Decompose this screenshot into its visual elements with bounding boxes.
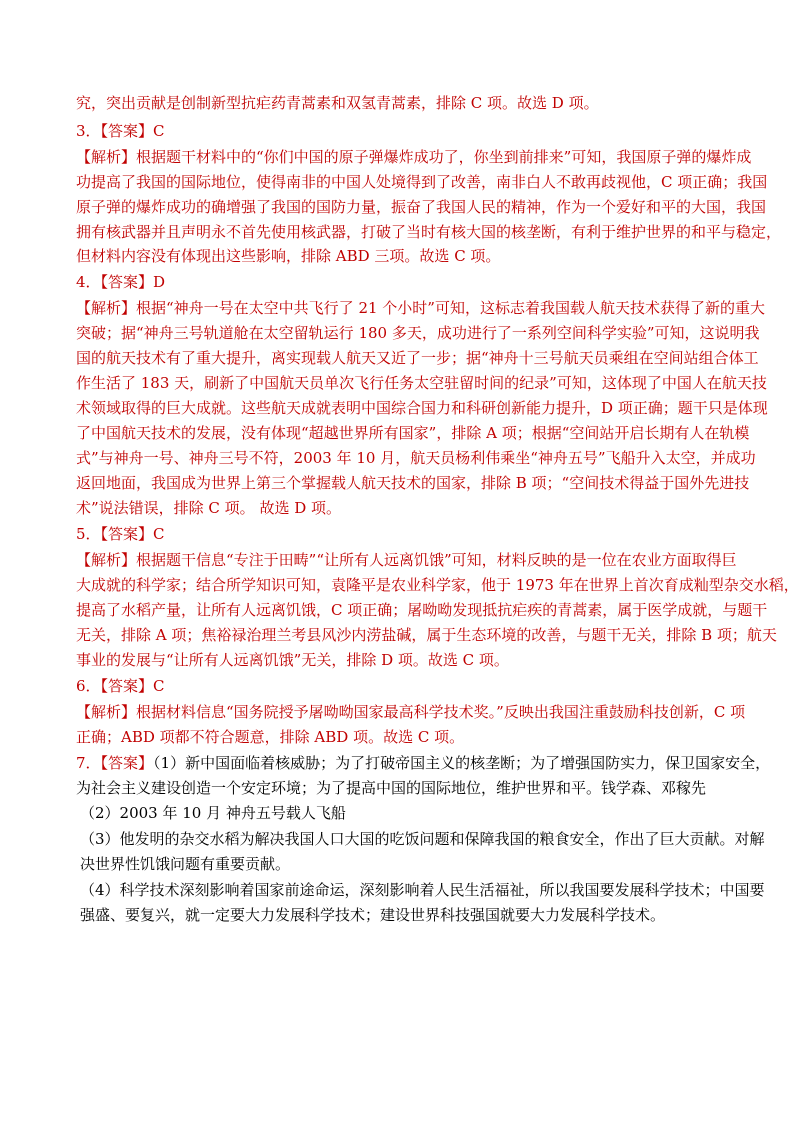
text-span: 【解析】根据材料信息“国务院授予屠呦呦国家最高科学技术奖。”反映出我国注重鼓励科技创新，C 项	[76, 703, 746, 721]
text-span: 决世界性饥饿问题有重要贡献。	[80, 855, 291, 873]
text-span: 突破；据“神舟三号轨道舱在太空留轨运行 180 多天，成功进行了一系列空间科学实验”可知，这说明我	[76, 324, 760, 342]
text-span: 6．【答案】C	[76, 677, 165, 695]
text-line	[76, 373, 767, 393]
text-line	[76, 398, 768, 418]
text-span: 大成就的科学家；结合所学知识可知，袁隆平是农业科学家，他于 1973 年在世界上首次育成籼型杂交水稻，	[76, 576, 799, 594]
text-line	[80, 880, 765, 900]
text-span: 功提高了我国的国际地位，使得南非的中国人处境得到了改善，南非白人不敢再歧视他，C 项正确；我国	[76, 173, 768, 191]
text-span: 但材料内容没有体现出这些影响，排除 ABD 三项。故选 C 项。	[76, 247, 501, 265]
text-span: 作生活了 183 天，刷新了中国航天员单次飞行任务太空驻留时间的纪录”可知，这体现了中国人在航天技	[76, 374, 767, 392]
text-line	[76, 550, 737, 570]
text-span: 术领域取得的巨大成就。这些航天成就表明中国综合国力和科研创新能力提升，D 项正确；题干只是体现	[76, 399, 768, 417]
text-line	[76, 323, 760, 343]
text-span: 究，突出贡献是创制新型抗疟药青蒿素和双氢青蒿素，排除 C 项。故选 D 项。	[76, 94, 599, 112]
text-line	[76, 147, 751, 167]
text-span: 7．【答案】	[76, 754, 154, 772]
text-line	[76, 348, 759, 368]
text-span: 5．【答案】C	[76, 525, 165, 543]
answer-heading-6	[76, 676, 165, 696]
text-span: 3．【答案】C	[76, 122, 165, 140]
text-span: 了中国航天技术的发展，没有体现“超越世界所有国家”，排除 A 项；根据“空间站开启长期有人在轨模	[76, 424, 750, 442]
text-line	[76, 93, 599, 113]
text-line	[76, 423, 749, 443]
text-line	[76, 298, 765, 318]
answer-heading-5	[76, 524, 165, 544]
text-span: 拥有核武器并且声明永不首先使用核武器，打破了当时有核大国的核垄断，有利于维护世界的和平与稳定，	[76, 223, 782, 241]
text-line	[76, 702, 745, 722]
text-span: 【解析】根据题干信息“专注于田畴”“让所有人远离饥饿”可知，材料反映的是一位在农业方面取得巨	[76, 551, 737, 569]
text-span: 【解析】根据题干材料中的“你们中国的原子弹爆炸成功了，你坐到前排来”可知，我国原子弹的爆炸成	[76, 148, 752, 166]
text-line	[76, 625, 777, 645]
text-span: 为社会主义建设创造一个安定环境；为了提高中国的国际地位，维护世界和平。钱学森、邓稼先	[76, 779, 707, 797]
text-line	[76, 172, 767, 192]
text-line	[76, 600, 767, 620]
text-line	[80, 829, 765, 849]
text-line	[76, 473, 749, 493]
answer-heading-7	[76, 753, 770, 773]
text-span: 无关，排除 A 项；焦裕禄治理兰考县风沙内涝盐碱，属于生态环境的改善，与题干无关，排除 B 项；航天	[76, 626, 777, 644]
text-span: （4）科学技术深刻影响着国家前途命运，深刻影响着人民生活福祉，所以我国要发展科学技术；中国要	[80, 881, 765, 899]
answer-heading-4	[76, 272, 165, 292]
text-line	[80, 803, 346, 823]
text-line	[76, 222, 781, 242]
text-span: 国的航天技术有了重大提升，离实现载人航天又近了一步；据“神舟十三号航天员乘组在空间站组合体工	[76, 349, 759, 367]
text-line	[76, 498, 341, 518]
text-span: 原子弹的爆炸成功的确增强了我国的国防力量，振奋了我国人民的精神，作为一个爱好和平的大国，我国	[76, 198, 767, 216]
text-span: 返回地面，我国成为世界上第三个掌握载人航天技术的国家，排除 B 项；“空间技术得益于国外先进技	[76, 474, 750, 492]
text-span: （3）他发明的杂交水稻为解决我国人口大国的吃饭问题和保障我国的粮食安全，作出了巨大贡献。对解	[80, 830, 765, 848]
text-line	[76, 778, 706, 798]
text-line	[76, 727, 464, 747]
text-span: （2）2003 年 10 月 神舟五号载人飞船	[80, 804, 346, 822]
text-span: 【解析】根据“神舟一号在太空中共飞行了 21 个小时”可知，这标志着我国载人航天技术获得了新的重大	[76, 299, 765, 317]
answer-heading-3	[76, 121, 165, 141]
text-span: 4．【答案】D	[76, 273, 166, 291]
text-line	[76, 575, 799, 595]
text-span: 式”与神舟一号、神舟三号不符，2003 年 10 月，航天员杨利伟乘坐“神舟五号”飞船升入太空，并成功	[76, 449, 756, 467]
text-span: 正确；ABD 项都不符合题意，排除 ABD 项。故选 C 项。	[76, 728, 465, 746]
text-line	[76, 650, 509, 670]
text-line	[80, 905, 665, 925]
text-line	[76, 448, 756, 468]
text-span: 事业的发展与“让所有人远离饥饿”无关，排除 D 项。故选 C 项。	[76, 651, 509, 669]
text-span: 术”说法错误，排除 C 项。 故选 D 项。	[76, 499, 342, 517]
text-line	[80, 854, 290, 874]
text-line	[76, 197, 766, 217]
text-span: 提高了水稻产量，让所有人远离饥饿，C 项正确；屠呦呦发现抵抗疟疾的青蒿素，属于医学成就，与题干	[76, 601, 768, 619]
text-span: （1）新中国面临着核威胁；为了打破帝国主义的核垄断；为了增强国防实力，保卫国家安全，	[153, 754, 771, 772]
text-span: 强盛、要复兴，就一定要大力发展科学技术；建设世界科技强国就要大力发展科学技术。	[80, 906, 666, 924]
text-line	[76, 246, 500, 266]
